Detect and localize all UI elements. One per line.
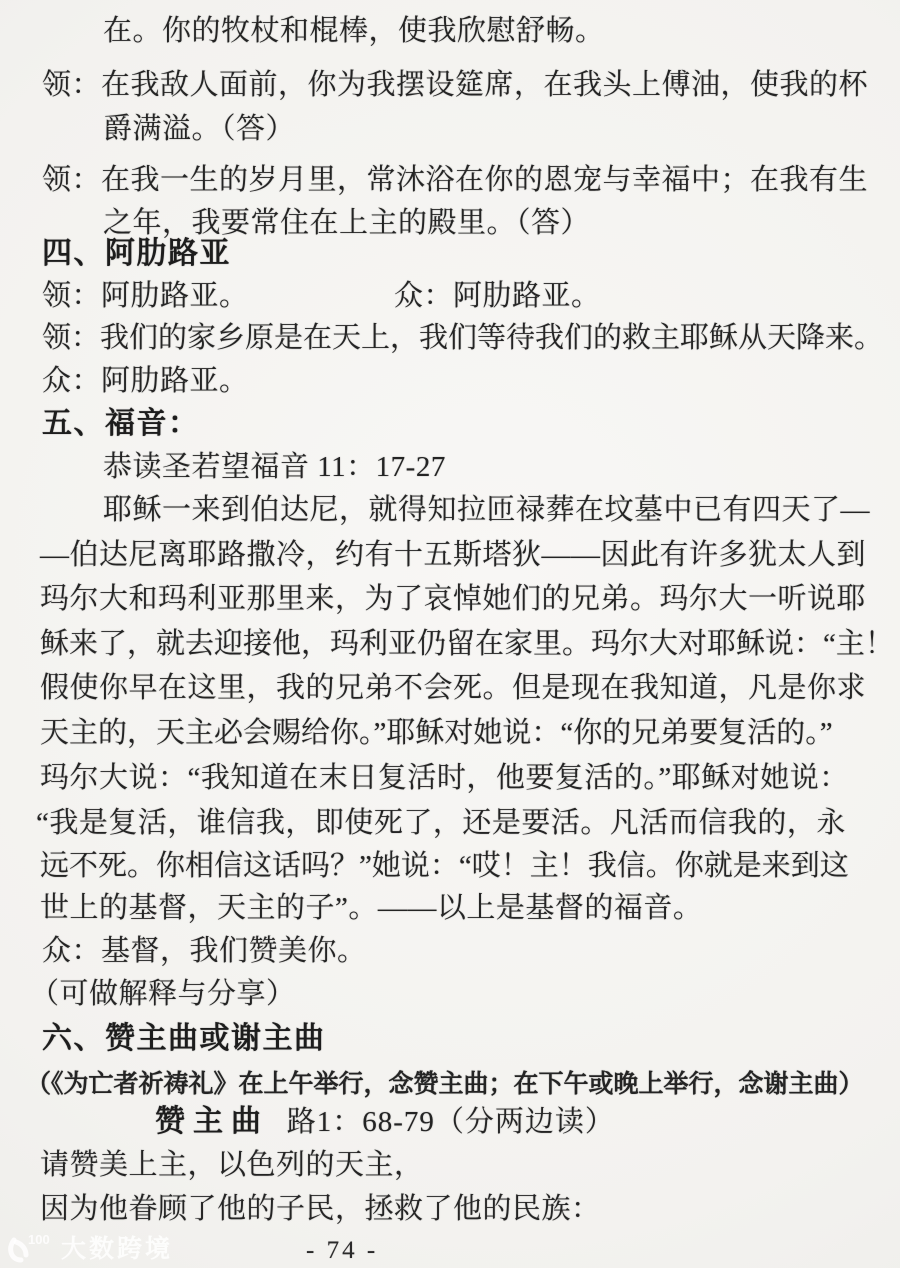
assembly-line: 众：阿肋路亚。 (42, 365, 249, 397)
k100-logo-icon (8, 1230, 54, 1264)
canticle-title: 赞主曲 (155, 1105, 269, 1138)
watermark-brand: 大数跨境 (61, 1235, 174, 1263)
gospel-text-line: 稣来了，就去迎接他，玛利亚仍留在家里。玛尔大对耶稣说：“主！ (40, 628, 894, 660)
leader-alleluia: 领：阿肋路亚。 (42, 280, 249, 312)
gospel-text-line: 玛尔大说：“我知道在末日复活时，他要复活的。”耶稣对她说： (40, 762, 849, 794)
leader-line: 领：我们的家乡原是在天上，我们等待我们的救主耶稣从天降来。 (42, 322, 884, 354)
canticle-rubric: （《为亡者祈祷礼》在上午举行，念赞主曲；在下午或晚上举行，念谢主曲） (26, 1071, 864, 1098)
leader-line: 领：在我敌人面前，你为我摆设筵席，在我头上傅油，使我的杯 (42, 69, 869, 101)
canticle-verse-line: 因为他眷顾了他的子民，拯救了他的民族： (40, 1193, 601, 1225)
assembly-alleluia: 众：阿肋路亚。 (394, 280, 601, 312)
gospel-text-line: 耶稣一来到伯达尼，就得知拉匝禄葬在坟墓中已有四天了— (103, 494, 871, 526)
assembly-response: 众：基督，我们赞美你。 (42, 935, 367, 967)
alleluia-responsory-line (42, 279, 862, 313)
canticle-verse-line: 请赞美上主，以色列的天主， (40, 1149, 424, 1181)
page-number: - 74 - (306, 1237, 379, 1264)
watermark (8, 1229, 173, 1265)
leader-line-continuation: 爵满溢。（答） (103, 113, 296, 145)
section-heading-alleluia: 四、阿肋路亚 (42, 237, 231, 270)
gospel-text-line: 天主的，天主必会赐给你。”耶稣对她说：“你的兄弟要复活的。” (40, 717, 833, 749)
svg-text:100: 100 (28, 1232, 50, 1247)
leader-line-continuation: 之年，我要常住在上主的殿里。（答） (103, 207, 591, 239)
gospel-text-line: 世上的基督，天主的子”。——以上是基督的福音。 (40, 892, 703, 924)
gospel-text-line: —伯达尼离耶路撒冷，约有十五斯塔狄——因此有许多犹太人到 (40, 539, 867, 571)
gospel-text-line: 假使你早在这里，我的兄弟不会死。但是现在我知道，凡是你求 (40, 672, 867, 704)
gospel-text-line: “我是复活，谁信我，即使死了，还是要活。凡活而信我的，永 (36, 807, 846, 839)
gospel-text-line: 玛尔大和玛利亚那里来，为了哀悼她们的兄弟。玛尔大一听说耶 (40, 583, 867, 615)
section-heading-gospel: 五、福音： (42, 407, 200, 440)
section-heading-canticle: 六、赞主曲或谢主曲 (42, 1022, 326, 1055)
gospel-reference: 恭读圣若望福音 11：17-27 (103, 451, 446, 483)
canticle-reference: 路1：68-79（分两边读） (286, 1106, 615, 1138)
rubric-note: （可做解释与分享） (30, 978, 296, 1010)
psalm-continuation-line: 在。你的牧杖和棍棒，使我欣慰舒畅。 (103, 15, 605, 47)
gospel-text-line: 远不死。你相信这话吗？”她说：“哎！主！我信。你就是来到这 (40, 850, 849, 882)
canticle-title-line (155, 1105, 615, 1139)
leader-line: 领：在我一生的岁月里，常沐浴在你的恩宠与幸福中；在我有生 (42, 164, 869, 196)
